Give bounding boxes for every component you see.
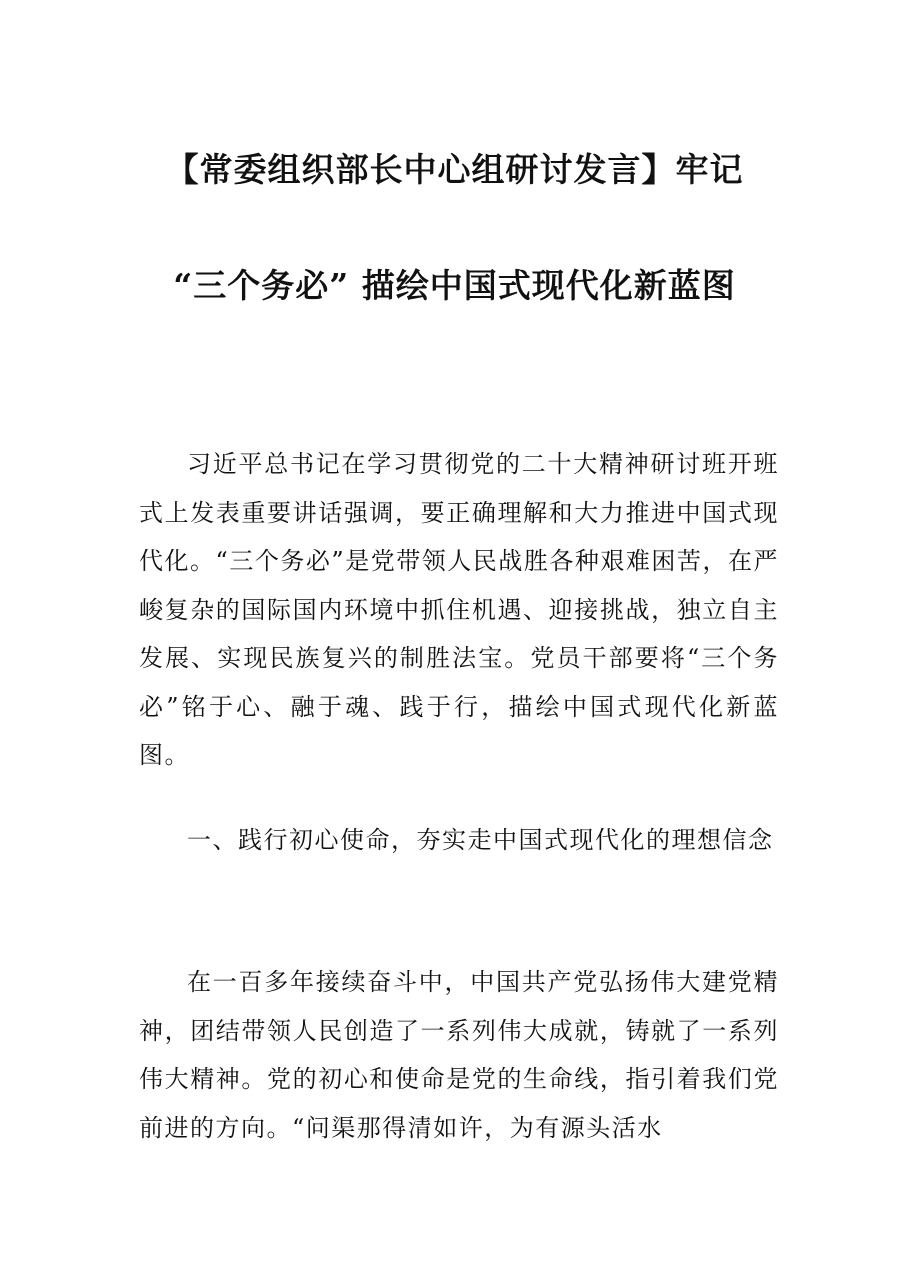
body-paragraph-section-1: 在一百多年接续奋斗中，中国共产党弘扬伟大建党精神，团结带领人民创造了一系列伟大成就，铸就了一系列伟大精神。党的初心和使命是党的生命线，指引着我们党前进的方向。“问渠那得清如许，为有源头活水 — [139, 968, 779, 1142]
section-heading-1: 一、践行初心使命，夯实走中国式现代化的理想信念 — [187, 826, 774, 854]
document-title-line-1: 【常委组织部长中心组研讨发言】牢记 — [165, 150, 744, 189]
document-title-line-2: “三个务必” 描绘中国式现代化新蓝图 — [173, 266, 736, 305]
body-paragraph-intro: 习近平总书记在学习贯彻党的二十大精神研讨班开班式上发表重要讲话强调，要正确理解和大力推进中国式现代化。“三个务必”是党带领人民战胜各种艰难困苦，在严峻复杂的国际国内环境中抓住机遇、迎接挑战，独立自主发展、实现民族复兴的制胜法宝。党员干部要将“三个务必”铭于心、融于魂、践于行，描绘中国式现代化新蓝图。 — [139, 450, 779, 769]
